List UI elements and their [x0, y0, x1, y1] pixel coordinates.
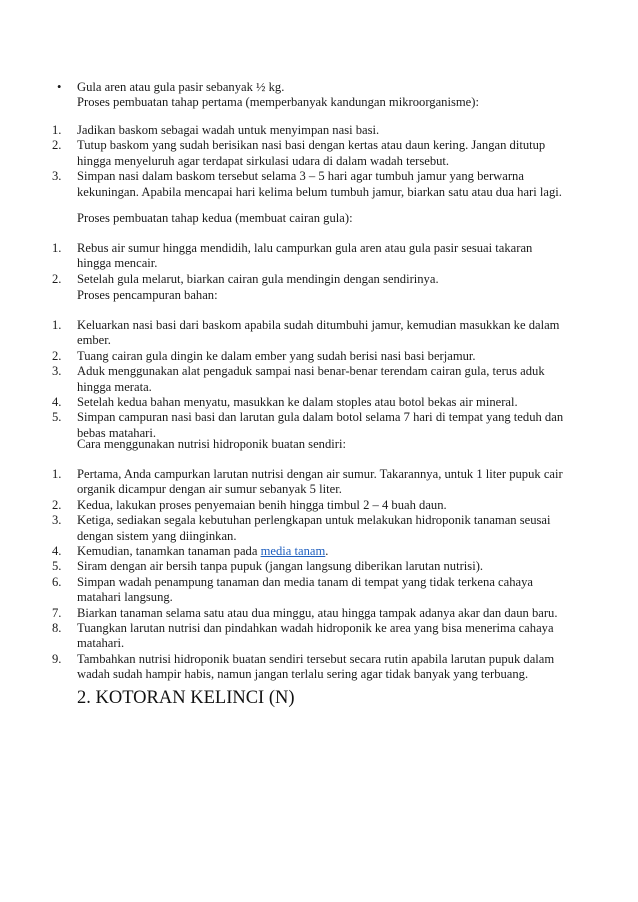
list-item-text: Pertama, Anda campurkan larutan nutrisi dengan air sumur. Takarannya, untuk 1 liter pupuk cair organik dicampur dengan air sumur sebanyak 5 liter.	[77, 467, 563, 497]
list-number: 2.	[52, 497, 62, 512]
list-item	[52, 241, 564, 272]
bullet-text: Gula aren atau gula pasir sebanyak ½ kg.	[77, 80, 285, 94]
list-item	[52, 575, 564, 606]
list-item	[52, 318, 564, 349]
list-number: 8.	[52, 621, 62, 636]
list-number: 2.	[52, 271, 62, 286]
list-number: 3.	[52, 364, 62, 379]
list-item-text: Simpan nasi dalam baskom tersebut selama 3 – 5 hari agar tumbuh jamur yang berwarna kekuningan. Apabila mencapai hari kelima belum tumbuh jamur, biarkan satu atau dua hari lagi.	[77, 169, 562, 199]
stage2-label: Proses pembuatan tahap kedua (membuat cairan gula):	[77, 211, 353, 225]
list-item	[52, 513, 564, 544]
list-item-text: .	[325, 544, 329, 559]
list-item	[52, 364, 564, 395]
list-item-text: Ketiga, sediakan segala kebutuhan perlengkapan untuk melakukan hidroponik tanaman seusai dengan sistem yang diinginkan.	[77, 513, 551, 543]
list-item	[52, 606, 564, 621]
list-item-text: Tuang cairan gula dingin ke dalam ember yang sudah berisi nasi basi berjamur.	[77, 348, 476, 363]
list-item-text: Setelah kedua bahan menyatu, masukkan ke dalam stoples atau botol bekas air mineral.	[77, 395, 518, 410]
list-item-text: Rebus air sumur hingga mendidih, lalu campurkan gula aren atau gula pasir sesuai takaran hingga mencair.	[77, 241, 533, 271]
list-number: 2.	[52, 138, 62, 153]
list-number: 7.	[52, 605, 62, 620]
list-item-text: Aduk menggunakan alat pengaduk sampai nasi benar-benar terendam cairan gula, terus aduk hingga merata.	[77, 364, 545, 394]
list-number: 1.	[52, 467, 62, 481]
section-heading: 2. KOTORAN KELINCI (N)	[77, 688, 295, 708]
list-item	[52, 498, 564, 513]
list-item	[52, 395, 564, 410]
list-number: 2.	[52, 348, 62, 363]
media-tanam-link[interactable]: media tanam	[260, 544, 326, 559]
list-item-text: Simpan campuran nasi basi dan larutan gula dalam botol selama 7 hari di tempat yang teduh dan bebas matahari.	[77, 410, 564, 440]
stage1-list	[52, 123, 564, 200]
list-item	[52, 652, 564, 683]
bullet-icon: •	[57, 80, 62, 94]
list-number: 1.	[52, 318, 62, 332]
list-item	[52, 169, 564, 200]
list-number: 9.	[52, 651, 62, 666]
list-item	[52, 467, 564, 498]
list-number: 4.	[52, 544, 62, 559]
list-number: 1.	[52, 241, 62, 255]
mixing-label: Proses pencampuran bahan:	[77, 288, 218, 302]
list-item	[52, 544, 564, 559]
stage2-list	[52, 241, 564, 287]
usage-label: Cara menggunakan nutrisi hidroponik buatan sendiri:	[77, 437, 346, 451]
bullet-body	[77, 80, 567, 111]
list-item-text: Keluarkan nasi basi dari baskom apabila sudah ditumbuhi jamur, kemudian masukkan ke dalam ember.	[77, 318, 560, 348]
stage1-label: Proses pembuatan tahap pertama (memperbanyak kandungan mikroorganisme):	[77, 95, 479, 110]
list-item-text: Jadikan baskom sebagai wadah untuk menyimpan nasi basi.	[77, 123, 380, 137]
list-item	[52, 138, 564, 169]
list-item-text: Kemudian, tanamkan tanaman pada	[77, 544, 261, 559]
list-item-text: Tambahkan nutrisi hidroponik buatan sendiri tersebut secara rutin apabila larutan pupuk dalam wadah sudah hampir habis, namun jangan terlalu sering agar tidak banyak yang terbuang.	[77, 651, 555, 682]
list-item-text: Setelah gula melarut, biarkan cairan gula mendingin dengan sendirinya.	[77, 271, 439, 286]
list-number: 6.	[52, 574, 62, 589]
list-number: 3.	[52, 169, 62, 184]
list-item-text: Siram dengan air bersih tanpa pupuk (jangan langsung diberikan larutan nutrisi).	[77, 559, 484, 574]
list-item-text: Tutup baskom yang sudah berisikan nasi basi dengan kertas atau daun kering. Jangan ditutup hingga menyeluruh agar terdapat sirkulasi udara di dalam wadah tersebut.	[77, 138, 546, 168]
list-item-text: Tuangkan larutan nutrisi dan pindahkan wadah hidroponik ke area yang bisa menerima cahaya matahari.	[77, 621, 554, 651]
list-item	[52, 349, 564, 364]
list-number: 5.	[52, 559, 62, 574]
list-number: 4.	[52, 395, 62, 410]
list-number: 3.	[52, 513, 62, 528]
list-item	[52, 123, 564, 138]
list-item-text: Simpan wadah penampung tanaman dan media tanam di tempat yang tidak terkena cahaya matahari langsung.	[77, 574, 534, 605]
list-item	[52, 621, 564, 652]
list-item	[52, 272, 564, 287]
list-item-text: Kedua, lakukan proses penyemaian benih hingga timbul 2 – 4 buah daun.	[77, 497, 447, 512]
list-number: 1.	[52, 123, 62, 137]
list-number: 5.	[52, 410, 62, 425]
list-item	[52, 559, 564, 574]
list-item-text: Biarkan tanaman selama satu atau dua minggu, atau hingga tampak adanya akar dan daun baru.	[77, 605, 558, 620]
mixing-list	[52, 318, 564, 441]
usage-list	[52, 467, 564, 683]
